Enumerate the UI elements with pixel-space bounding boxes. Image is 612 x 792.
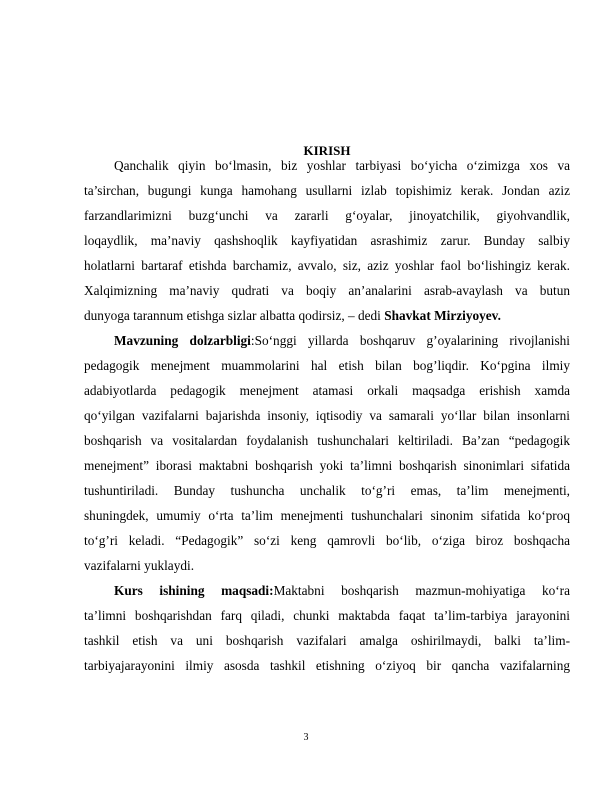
quote-author: Shavkat Mirziyoyev.: [384, 308, 501, 323]
p1-last-text: dunyoga tarannum etishga sizlar albatta qodirsiz, – dedi: [84, 308, 385, 323]
p1-last-line: [84, 305, 570, 327]
p2-line-5: boshqarish va vositalardan foydalanish tushunchalari keltiriladi. Ba’zan “pedagogik: [84, 433, 570, 448]
p2-line-8: shuningdek, umumiy o‘rta ta’lim menejmenti tushunchalari sinonim sifatida ko‘proq: [84, 508, 570, 523]
p2-last-line: vazifalarni yuklaydi.: [84, 558, 195, 573]
p1-line-5: holatlarni bartaraf etishda barchamiz, avvalo, siz, aziz yoshlar faol bo‘lishingiz kerak.: [84, 258, 570, 273]
p1-line-1: Qanchalik qiyin bo‘lmasin, biz yoshlar tarbiyasi bo‘yicha o‘zimizga xos va: [114, 158, 570, 173]
p1-line-3: farzandlarimizni buzg‘unchi va zararli g‘oyalar, jinoyatchilik, giyohvandlik,: [84, 208, 570, 223]
p3-first-rest: Maktabni boshqarish mazmun-mohiyatiga ko‘ra: [273, 583, 571, 598]
p2-line-9: to‘g’ri keladi. “Pedagogik” so‘zi keng qamrovli bo‘lib, o‘ziga biroz boshqacha: [84, 533, 570, 548]
p2-line-6: menejment” iborasi maktabni boshqarish yoki ta’limni boshqarish sinonimlari sifatida: [84, 458, 570, 473]
p3-line-3: tashkil etish va uni boshqarish vazifalari amalga oshirilmaydi, balki ta’lim-: [84, 633, 570, 648]
p1-line-6: Xalqimizning ma’naviy qudrati va boqiy an’analarini asrab-avaylash va butun: [84, 283, 570, 298]
p1-line-4: loqaydlik, ma’naviy qashshoqlik kayfiyatidan asrashimiz zarur. Bunday salbiy: [84, 233, 570, 248]
p2-line-2: pedagogik menejment muammolarini hal etish bilan bog’liqdir. Ko‘pgina ilmiy: [84, 358, 570, 373]
p3-line-4: tarbiyajarayonini ilmiy asosda tashkil etishning o‘ziyoq bir qancha vazifalarning: [84, 658, 570, 673]
p3-line-2: ta’limni boshqarishdan farq qiladi, chunki maktabda faqat ta’lim-tarbiya jarayonini: [84, 608, 570, 623]
p2-line-3: adabiyotlarda pedagogik menejment atamasi orkali maqsadga erishish xamda: [84, 383, 570, 398]
section-heading-relevance: Mavzuning dolzarbligi: [114, 333, 251, 348]
p2-line-7: tushuntiriladi. Bunday tushuncha unchalik to‘g’ri emas, ta’lim menejmenti,: [84, 483, 570, 498]
section-heading-goal: Kurs ishining maqsadi:: [114, 583, 274, 598]
p3-line-1: [114, 580, 570, 602]
page-number: 3: [303, 732, 309, 743]
p2-line-1: [114, 330, 570, 352]
page-title: KIRISH: [303, 143, 351, 158]
p1-line-2: ta’sirchan, bugungi kunga hamohang usullarni izlab topishimiz kerak. Jondan aziz: [84, 183, 570, 198]
p2-first-rest: :So‘nggi yillarda boshqaruv g’oyalarining rivojlanishi: [250, 333, 570, 348]
p2-line-4: qo‘yilgan vazifalarni bajarishda insoniy, iqtisodiy va samarali yo‘llar bilan insonlarni: [84, 408, 570, 423]
